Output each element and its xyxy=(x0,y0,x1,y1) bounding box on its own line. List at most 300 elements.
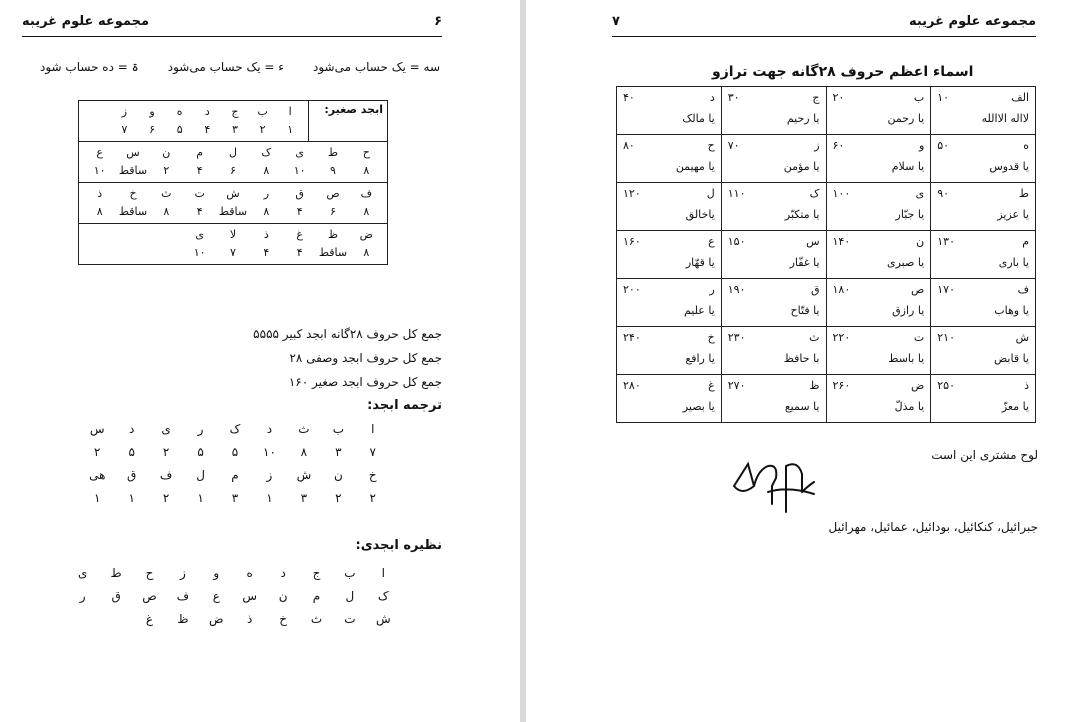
abjad-value: ۴ xyxy=(196,164,203,177)
cell-letter: خ xyxy=(707,331,715,344)
abjad-value: ۲ xyxy=(163,164,170,177)
abjad-letter: ی xyxy=(195,228,204,241)
tarjome-cell: ب xyxy=(332,422,344,436)
abjad-letter: م xyxy=(196,146,204,159)
nazire-cell: ص xyxy=(142,589,157,603)
right-page-number: ۷ xyxy=(612,14,620,29)
tarjome-cell: ۳ xyxy=(335,445,342,459)
cell-letter: ک xyxy=(809,187,820,200)
tarazu-cell xyxy=(931,87,1036,135)
left-page-header xyxy=(22,12,442,37)
tarjome-cell: ک xyxy=(229,422,241,436)
cell-letter: ض xyxy=(910,379,925,392)
cell-divine-name: یاخالق xyxy=(685,208,715,221)
cell-top xyxy=(833,329,925,347)
tarazu-cell xyxy=(617,279,722,327)
cell-divine-name: با حافظ xyxy=(783,352,820,365)
abjad-row-cell xyxy=(79,142,388,183)
tarjome-cell: ۸ xyxy=(300,445,308,459)
cell-value: ۱۸۰ xyxy=(832,283,851,296)
abjad-letter: ض xyxy=(359,228,373,241)
tarjome-cell: هی xyxy=(89,468,106,482)
cell-letter: ز xyxy=(814,139,820,152)
tarazu-cell xyxy=(721,327,826,375)
tarjome-cell: ف xyxy=(159,468,173,482)
cell-divine-name: یا مهیمن xyxy=(675,160,715,173)
cell-top xyxy=(623,233,715,251)
cell-letter: و xyxy=(918,139,925,152)
cell-value: ۲۲۰ xyxy=(832,331,851,344)
abjad-label-cell xyxy=(309,101,388,142)
cell-divine-name: لااله الاالله xyxy=(981,112,1029,125)
cell-divine-name: یا قهّار xyxy=(685,256,715,269)
cell-divine-name: یا بصیر xyxy=(682,400,715,413)
abjad-value: ساقط xyxy=(118,205,148,218)
tarjome-cell: م xyxy=(231,468,239,482)
nazire-cell: ظ xyxy=(177,612,189,626)
abjad-letter: خ xyxy=(129,187,137,200)
cell-letter: ذ xyxy=(1024,379,1029,392)
abjad-value: ساقط xyxy=(118,164,148,177)
nazire-cell: ر xyxy=(79,589,86,603)
cell-top xyxy=(833,233,925,251)
abjad-value: ۸ xyxy=(363,164,370,177)
tarjome-abjad-grid xyxy=(80,418,390,510)
cell-top xyxy=(937,281,1029,299)
jupiter-talisman-sigil xyxy=(728,456,818,518)
tarazu-cell xyxy=(826,327,931,375)
cell-divine-name: یا وهاب xyxy=(994,304,1029,317)
abjad-letter: ش xyxy=(226,187,240,200)
tarazu-cell xyxy=(721,135,826,183)
nazire-cell: و xyxy=(213,566,220,580)
cell-top xyxy=(623,329,715,347)
abjad-letter: ی xyxy=(295,146,304,159)
cell-letter: غ xyxy=(708,379,715,392)
abjad-letter: ج xyxy=(231,105,239,118)
nazire-cell: ق xyxy=(111,589,121,603)
abjad-letter: ط xyxy=(327,146,339,159)
cell-value: ۱۶۰ xyxy=(623,235,641,248)
cell-top xyxy=(623,137,715,155)
cell-value: ۲۵۰ xyxy=(937,379,955,392)
tarazu-cell xyxy=(721,375,826,423)
tarazu-cell xyxy=(617,375,722,423)
cell-top xyxy=(833,185,925,203)
cell-letter: الف xyxy=(1011,91,1029,104)
abjad-value: ۱۰ xyxy=(293,164,306,177)
abjad-value: ۸ xyxy=(263,164,270,177)
abjad-letter: ذ xyxy=(97,187,103,200)
tarazu-cell xyxy=(931,327,1036,375)
abjad-values xyxy=(83,162,383,180)
abjad-value: ۸ xyxy=(163,205,170,218)
cell-letter: م xyxy=(1022,235,1029,248)
tarjome-cell: ۱۰ xyxy=(263,445,276,459)
tarazu-cell xyxy=(826,87,931,135)
cell-top xyxy=(728,233,820,251)
cell-value: ۱۰ xyxy=(937,91,950,104)
abjad-value: ۹ xyxy=(330,164,336,177)
cell-value: ۷۰ xyxy=(727,139,740,152)
cell-top xyxy=(728,137,820,155)
cell-top xyxy=(728,89,820,107)
cell-top xyxy=(937,233,1029,251)
abjad-letter: ع xyxy=(96,146,103,159)
abjad-value: ۲ xyxy=(259,123,266,136)
cell-divine-name: یا رحیم xyxy=(786,112,820,125)
abjad-value: ۴ xyxy=(196,205,203,218)
tarazu-names-table xyxy=(616,86,1036,423)
tarjome-cell: د xyxy=(266,422,273,436)
abjad-letter: ز xyxy=(121,105,128,118)
tarazu-row xyxy=(617,183,1036,231)
abjad-letter: ح xyxy=(362,146,370,159)
cell-top xyxy=(728,377,820,395)
left-page-number: ۶ xyxy=(434,14,442,29)
cell-value: ۹۰ xyxy=(937,187,950,200)
abjad-value: ۴ xyxy=(204,123,211,136)
cell-value: ۱۴۰ xyxy=(832,235,851,248)
nazire-cell: خ xyxy=(279,612,287,626)
tarazu-cell xyxy=(721,279,826,327)
cell-top xyxy=(833,377,925,395)
abjad-letter: د xyxy=(204,105,210,118)
tarazu-table-title: اسماء اعظم حروف ۲۸گانه جهت ترازو xyxy=(712,64,974,80)
nazire-cell: غ xyxy=(145,612,154,626)
cell-letter: ط xyxy=(1018,187,1029,200)
cell-value: ۶۰ xyxy=(832,139,845,152)
tarazu-cell xyxy=(617,183,722,231)
tarjome-cell: ۵ xyxy=(197,445,204,459)
tarazu-cell xyxy=(931,231,1036,279)
abjad-value: ۱۰ xyxy=(193,246,206,259)
cell-top xyxy=(937,89,1029,107)
abjad-values xyxy=(83,244,383,262)
abjad-value: ۶ xyxy=(330,205,336,218)
cell-letter: ش xyxy=(1015,331,1029,344)
tarazu-cell xyxy=(617,135,722,183)
cell-letter: ث xyxy=(809,331,820,344)
nazire-heading: نظیره ابجدی: xyxy=(355,538,442,553)
cell-value: ۲۴۰ xyxy=(623,331,641,344)
tarjome-cell: خ xyxy=(368,468,377,482)
abjad-letter: ق xyxy=(295,187,304,200)
cell-letter: ب xyxy=(913,91,925,104)
left-page xyxy=(0,0,520,722)
tarjome-cell: د xyxy=(129,422,135,436)
cell-top xyxy=(623,89,715,107)
tarazu-cell xyxy=(617,231,722,279)
tarjome-cell: ش xyxy=(296,468,312,482)
left-book-title: مجموعه علوم غریبه xyxy=(22,14,150,29)
abjad-letter: ظ xyxy=(327,228,339,241)
tarazu-cell xyxy=(931,183,1036,231)
nazire-cell: م xyxy=(312,589,321,603)
tarazu-cell xyxy=(931,375,1036,423)
cell-divine-name: یا معزّ xyxy=(1001,400,1029,413)
abjad-row-cell xyxy=(79,183,388,224)
abjad-letter: ث xyxy=(161,187,172,200)
cell-value: ۲۶۰ xyxy=(832,379,851,392)
tarjome-cell: ۳ xyxy=(231,491,239,505)
tarjome-cell: ۱ xyxy=(128,491,135,505)
tarjome-cell: س xyxy=(89,422,105,436)
tarjome-cell: ۲ xyxy=(162,491,170,505)
abjad-value xyxy=(83,121,111,139)
nazire-cell: ی xyxy=(78,566,88,580)
abjad-value: ساقط xyxy=(318,246,348,259)
abjad-letter: س xyxy=(126,146,140,159)
nazire-cell: ح xyxy=(145,566,154,580)
cell-divine-name: یا متکبّر xyxy=(784,208,820,221)
abjad-value: ۷ xyxy=(230,246,236,259)
cell-divine-name: یا باری xyxy=(998,256,1029,269)
abjad-letter: و xyxy=(149,105,155,118)
tarjome-cell: ث xyxy=(298,422,310,436)
nazire-cell: س xyxy=(242,589,258,603)
tarjome-cell: ی xyxy=(161,422,171,436)
angel-names: جبرائیل، کنکائیل، بودائیل، عمائیل، مهرائیل xyxy=(828,520,1038,534)
cell-divine-name: یا سمیع xyxy=(784,400,820,413)
nazire-cell: ط xyxy=(110,566,122,580)
abjad-letter: ک xyxy=(261,146,272,159)
tarjome-cell: ۱ xyxy=(94,491,101,505)
nazire-cell: ش xyxy=(375,612,391,626)
abjad-value: ۵ xyxy=(176,123,183,136)
cell-value: ۲۱۰ xyxy=(937,331,955,344)
lowh-caption: لوح مشتری این است xyxy=(931,448,1038,462)
cell-divine-name: یا باسط xyxy=(888,352,925,365)
cell-letter: س xyxy=(806,235,820,248)
cell-divine-name: یا رازق xyxy=(892,304,925,317)
tarazu-row xyxy=(617,231,1036,279)
cell-top xyxy=(937,377,1029,395)
note-item: ۃ = ده حساب شود xyxy=(40,60,139,74)
cell-letter: ه xyxy=(1023,139,1029,152)
cell-letter: ع xyxy=(708,235,715,248)
nazire-cell: ا xyxy=(381,566,385,580)
cell-value: ۱۵۰ xyxy=(727,235,746,248)
tarazu-row xyxy=(617,135,1036,183)
nazire-cell: ف xyxy=(176,589,190,603)
cell-value: ۳۰ xyxy=(727,91,740,104)
tarazu-cell xyxy=(931,135,1036,183)
nazire-cell: ب xyxy=(344,566,356,580)
cell-letter: ل xyxy=(706,187,715,200)
abjad-letters xyxy=(83,144,383,162)
tarjome-cell: ۱ xyxy=(266,491,273,505)
sum-line: جمع کل حروف ابجد وصفی ۲۸ xyxy=(289,351,442,365)
tarjome-cell: ا xyxy=(371,422,375,436)
cell-value: ۲۰ xyxy=(832,91,845,104)
cell-top xyxy=(623,377,715,395)
abjad-value: ۱۰ xyxy=(93,164,106,177)
tarazu-row xyxy=(617,87,1036,135)
tarazu-cell xyxy=(721,183,826,231)
tarazu-cell xyxy=(721,231,826,279)
abjad-value: ۶ xyxy=(149,123,156,136)
cell-divine-name: یا قدوس xyxy=(989,160,1029,173)
abjad-value: ۴ xyxy=(296,246,303,259)
cell-top xyxy=(937,329,1029,347)
tarazu-cell xyxy=(931,279,1036,327)
cell-value: ۱۹۰ xyxy=(727,283,746,296)
cell-letter: ر xyxy=(709,283,715,296)
abjad-letters xyxy=(83,185,383,203)
abjad-letter: ل xyxy=(229,146,237,159)
cell-divine-name: یا جبّار xyxy=(895,208,925,221)
tarazu-cell xyxy=(826,375,931,423)
cell-divine-name: یا فتّاح xyxy=(790,304,820,317)
abjad-value: ۸ xyxy=(363,246,370,259)
cell-top xyxy=(728,281,820,299)
abjad-value: ۸ xyxy=(363,205,370,218)
cell-value: ۱۰۰ xyxy=(832,187,851,200)
nazire-cell xyxy=(66,608,99,631)
abjad-letter: ه xyxy=(176,105,183,118)
tarjome-cell: ۲ xyxy=(335,491,342,505)
abjad-value: ۴ xyxy=(296,205,303,218)
abjad-letter xyxy=(83,103,111,121)
cell-divine-name: یا قابض xyxy=(993,352,1029,365)
cell-letter: ح xyxy=(707,139,715,152)
right-book-title: مجموعه علوم غریبه xyxy=(908,14,1036,29)
tarjome-cell: ر xyxy=(197,422,204,436)
sums-block xyxy=(253,322,442,418)
abjad-letter: ن xyxy=(162,146,171,159)
abjad-values xyxy=(83,203,383,221)
tarjome-cell: ۲ xyxy=(94,445,101,459)
cell-divine-name: یا صبری xyxy=(887,256,925,269)
nazire-cell: ه xyxy=(246,566,253,580)
cell-divine-name: یا سلام xyxy=(891,160,925,173)
nazire-cell: ل xyxy=(345,589,355,603)
tarjome-cell: ۲ xyxy=(369,491,376,505)
abjad-letter: غ xyxy=(296,228,303,241)
note-item: سه = یک حساب می‌شود xyxy=(313,60,440,74)
tarazu-cell xyxy=(617,327,722,375)
nazire-cell: ث xyxy=(310,612,323,626)
cell-value: ۱۱۰ xyxy=(727,187,746,200)
right-page xyxy=(526,0,1066,722)
nazire-abjadi-grid xyxy=(66,562,400,631)
cell-value: ۱۳۰ xyxy=(937,235,955,248)
cell-divine-name: یا رحمن xyxy=(887,112,925,125)
tarjome-cell: ۱ xyxy=(197,491,204,505)
abjad-value: ۶ xyxy=(230,164,236,177)
abjad-value: ۷ xyxy=(121,123,128,136)
cell-divine-name: یا رافع xyxy=(685,352,715,365)
abjad-value: ۴ xyxy=(263,246,270,259)
cell-divine-name: یا غفّار xyxy=(789,256,820,269)
nazire-cell: ز xyxy=(180,566,186,580)
cell-divine-name: یا عزیز xyxy=(997,208,1029,221)
abjad-row-cell xyxy=(79,224,388,265)
abjad-letter: ت xyxy=(194,187,205,200)
tarjome-cell: ۵ xyxy=(128,445,135,459)
tarjome-heading: ترجمه ابجد: xyxy=(367,398,442,413)
cell-top xyxy=(623,281,715,299)
nazire-cell: ت xyxy=(344,612,356,626)
cell-value: ۱۷۰ xyxy=(937,283,955,296)
tarazu-row xyxy=(617,327,1036,375)
nazire-cell: د xyxy=(280,566,286,580)
nazire-cell: ک xyxy=(377,589,389,603)
counting-notes xyxy=(40,60,440,74)
cell-letter: ف xyxy=(1017,283,1029,296)
tarjome-cell: ل xyxy=(196,468,205,482)
cell-top xyxy=(728,185,820,203)
tarazu-row xyxy=(617,375,1036,423)
tarazu-cell xyxy=(721,87,826,135)
abjad-letter: ر xyxy=(263,187,269,200)
abjad-label: ابجد صغیر: xyxy=(324,103,383,116)
cell-top xyxy=(833,89,925,107)
right-page-header xyxy=(612,12,1036,37)
cell-top xyxy=(937,137,1029,155)
tarazu-cell xyxy=(826,231,931,279)
cell-letter: ن xyxy=(916,235,925,248)
abjad-letter: ص xyxy=(326,187,340,200)
abjad-letter: لا xyxy=(229,228,237,241)
cell-value: ۲۸۰ xyxy=(623,379,641,392)
nazire-cell: ن xyxy=(278,589,288,603)
cell-value: ۵۰ xyxy=(937,139,950,152)
cell-value: ۲۳۰ xyxy=(727,331,746,344)
tarazu-cell xyxy=(826,135,931,183)
tarjome-cell: ۵ xyxy=(231,445,239,459)
tarjome-cell: ق xyxy=(127,468,137,482)
nazire-cell: ض xyxy=(209,612,224,626)
abjad-row-cell xyxy=(79,101,309,142)
cell-top xyxy=(937,185,1029,203)
abjad-letters xyxy=(83,103,304,121)
cell-letter: د xyxy=(709,91,715,104)
sum-line: جمع کل حروف ۲۸گانه ابجد کبیر ۵۵۵۵ xyxy=(253,327,442,341)
nazire-cell: ع xyxy=(212,589,220,603)
cell-value: ۴۰ xyxy=(623,91,635,104)
abjad-value: ۸ xyxy=(263,205,270,218)
cell-letter: ت xyxy=(913,331,925,344)
tarjome-cell: ۲ xyxy=(162,445,170,459)
nazire-cell: ج xyxy=(312,566,321,580)
tarjome-cell: ن xyxy=(333,468,343,482)
cell-letter: ی xyxy=(915,187,925,200)
cell-letter: ج xyxy=(812,91,820,104)
nazire-cell: ذ xyxy=(247,612,253,626)
sum-line: جمع کل حروف ابجد صغیر ۱۶۰ xyxy=(288,375,442,389)
abjad-letter: ذ xyxy=(263,228,269,241)
abjad-value: ساقط xyxy=(218,205,248,218)
tarjome-cell: ۳ xyxy=(300,491,308,505)
abjad-value: ۳ xyxy=(231,123,238,136)
abjad-letter: ب xyxy=(257,105,268,118)
cell-value: ۸۰ xyxy=(623,139,635,152)
cell-divine-name: یا مالک xyxy=(682,112,715,125)
cell-letter: ظ xyxy=(809,379,820,392)
cell-top xyxy=(728,329,820,347)
abjad-letter: ف xyxy=(360,187,373,200)
cell-divine-name: یا علیم xyxy=(683,304,715,317)
cell-value: ۲۰۰ xyxy=(623,283,641,296)
tarjome-cell: ۷ xyxy=(369,445,376,459)
abjad-value: ۱ xyxy=(287,123,294,136)
cell-value: ۲۷۰ xyxy=(727,379,746,392)
abjad-letters xyxy=(83,226,383,244)
cell-divine-name: یا مؤمن xyxy=(783,160,820,173)
cell-letter: ق xyxy=(810,283,820,296)
